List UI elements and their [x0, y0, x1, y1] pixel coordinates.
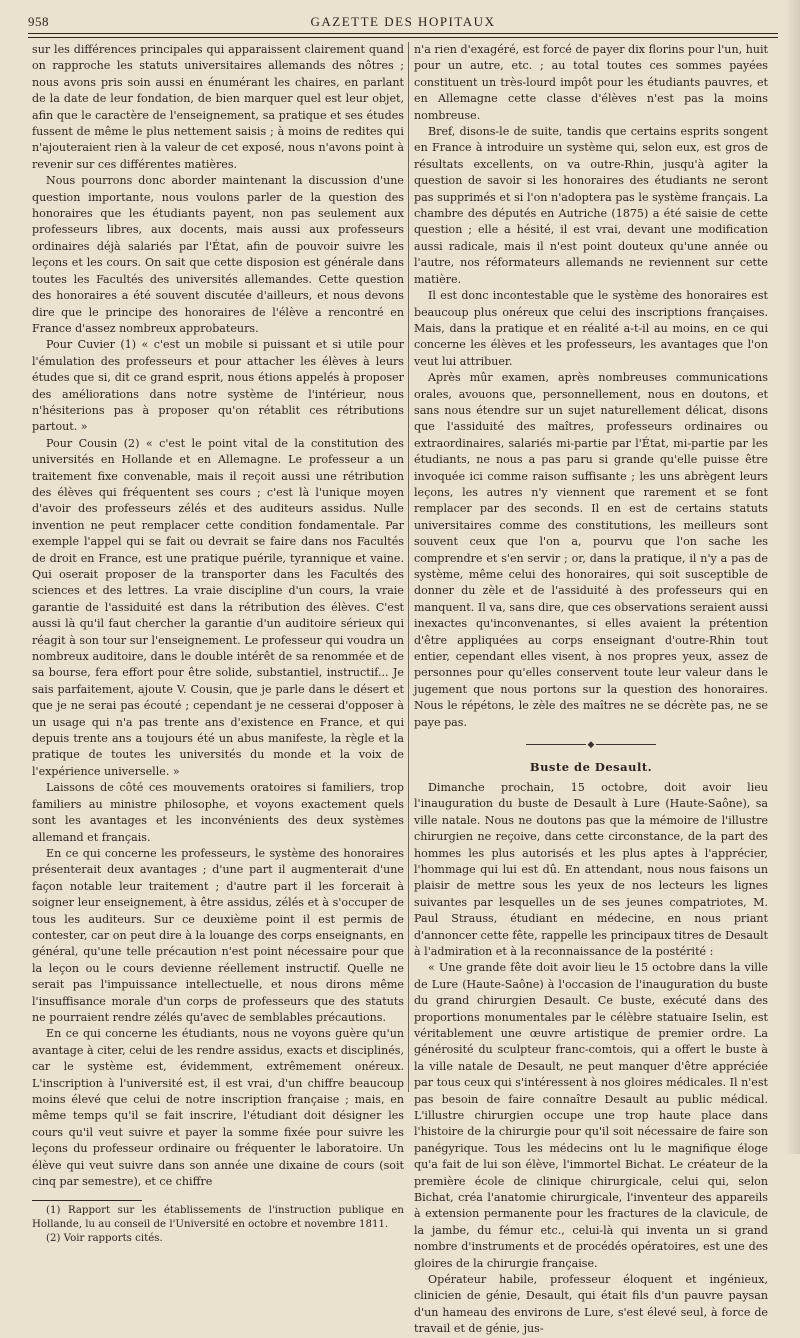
- header-rule: [28, 33, 778, 38]
- paragraph: Pour Cuvier (1) « c'est un mobile si puissant et si utile pour l'émulation des professeurs et pour attacher les élèves à leurs études que si, dit ce grand esprit, nous étions appelés à proposer des améliorations dans notre système de l'intérieur, nous n'hésiterions pas à proposer qu'on rétablit ces rétributions partout. »: [32, 338, 404, 434]
- footnote: (1) Rapport sur les établissements de l'instruction publique en Hollande, lu au conseil de l'Université en octobre et novembre 1811.: [32, 1205, 404, 1231]
- column-divider: [408, 42, 409, 1092]
- paragraph: Laissons de côté ces mouvements oratoires si familiers, trop familiers au ministre philosophe, et voyons exactement quels sont les avantages et les inconvénients des deux systèmes allemand et français.: [32, 781, 404, 844]
- journal-title: GAZETTE DES HOPITAUX: [310, 14, 496, 29]
- paragraph: Il est donc incontestable que le système des honoraires est beaucoup plus onéreux que celui des inscriptions françaises. Mais, dans la pratique et en réalité a-t-il au moins, en ce qui concerne les élèves et les professeurs, les avantages que l'on veut lui attribuer.: [414, 289, 768, 368]
- section-title: Buste de Desault.: [529, 760, 653, 775]
- paragraph: En ce qui concerne les étudiants, nous ne voyons guère qu'un avantage à citer, celui de les rendre assidus, exacts et disciplinés, car le système est, évidemment, extrêmement onéreux. L'inscription à l'université est, il est vrai, d'un chiffre beaucoup moins élevé que celui de notre inscription française ; mais, en même temps qu'il se fait inscrire, l'étudiant doit désigner les cours qu'il veut suivre et payer la somme fixée pour suivre les leçons du professeur ordinaire ou fréquenter le laboratoire. Un élève qui veut suivre dans son année une dixaine de cours (soit cinq par semestre), et ce chiffre: [32, 1027, 404, 1189]
- page-header: [28, 10, 778, 34]
- paragraph: Après mûr examen, après nombreuses communications orales, avouons que, personnellement, nous en doutons, et sans nous étendre sur un sujet naturellement délicat, disons que l'assiduité des maîtres, professeurs ordinaires ou extraordinaires, salariés mi-partie par l'État, mi-partie par les étudiants, ne nous a pas paru si grande qu'elle puisse être invoquée ici comme raison suffisante ; les uns abrègent leurs leçons, les autres n'y viennent que rarement et se font remplacer par des seconds. Il en est de certains statuts universitaires comme des constitutions, les meilleurs sont souvent ceux que l'on a, pourvu que l'on sache les comprendre et s'en servir ; or, dans la pratique, il n'y a pas de système, même celui des honoraires, qui soit susceptible de donner du zèle et de l'assiduité à des professeurs qui en manquent. Il va, sans dire, que ces observations seraient aussi inexactes qu'inconvenantes, si elles avaient la prétention d'être appliquées au corps enseignant d'outre-Rhin tout entier, cependant elles visent, à nos propres yeux, assez de personnes pour qu'elles conservent toute leur valeur dans le jugement que nous portons sur la question des honoraires. Nous le répétons, le zèle des maîtres ne se décrète pas, ne se paye pas.: [414, 371, 768, 729]
- right-column: [414, 42, 768, 1338]
- page-fold-shadow: [786, 0, 800, 1154]
- paragraph: Bref, disons-le de suite, tandis que certains esprits songent en France à introduire un système qui, selon eux, est gros de résultats excellents, on va outre-Rhin, jusqu'à agiter la question de savoir si les honoraires des étudiants ne seront pas supprimés et si l'on n'adoptera pas le système français. La chambre des députés en Autriche (1875) a été saisie de cette question ; elle a hésité, il est vrai, devant une modification aussi radicale, mais il n'est point douteux qu'une année ou l'autre, nos réformateurs allemands ne reviennent sur cette matière.: [414, 125, 768, 286]
- paragraph: sur les différences principales qui apparaissent clairement quand on rapproche les statuts universitaires allemands des nôtres ; nous avons pris soin aussi en énumérant les chaires, en parlant de la date de leur fondation, de bien marquer quel est leur objet, afin que le caractère de l'enseignement, sa pratique et ses études fussent de même le plus nettement saisis ; à moins de redites qui n'ajouteraient rien à la valeur de cet exposé, nous n'avons point à revenir sur ces différentes matières.: [32, 43, 404, 171]
- footnotes: [32, 1200, 404, 1245]
- paragraph: n'a rien d'exagéré, est forcé de payer dix florins pour l'un, huit pour un autre, etc. ; au total toutes ces sommes payées constituent un très-lourd impôt pour les étudiants pauvres, et en Allemagne cette classe d'élèves n'est pas la moins nombreuse.: [414, 43, 768, 122]
- paragraph: Nous pourrons donc aborder maintenant la discussion d'une question importante, nous voulons parler de la question des honoraires que les étudiants payent, non pas seulement aux professeurs libres, aux docents, mais aussi aux professeurs ordinaires déjà salariés par l'État, afin de pouvoir suivre les leçons et les cours. On sait que cette disposion est générale dans toutes les Facultés des universités allemandes. Cette question des honoraires a été souvent discutée d'ailleurs, et nous devons dire que le principe des honoraires de l'élève a rencontré en France d'assez nombreux approbateurs.: [32, 174, 404, 335]
- paragraph: Dimanche prochain, 15 octobre, doit avoir lieu l'inauguration du buste de Desault à Lure (Haute-Saône), sa ville natale. Nous ne doutons pas que la mémoire de l'illustre chirurgien ne reçoive, dans cette circonstance, de la part des hommes les plus autorisés et les plus aptes à l'apprécier, l'hommage qui lui est dû. En attendant, nous nous faisons un plaisir de mettre sous les yeux de nos lecteurs les lignes suivantes par lesquelles un de ses jeunes compatriotes, M. Paul Strauss, étudiant en médecine, en nous priant d'annoncer cette fête, rappelle les principaux titres de Desault à l'admiration et à la reconnaissance de la postérité :: [414, 780, 768, 958]
- page-number: 958: [28, 14, 49, 29]
- section-ornament: ◆: [414, 737, 768, 753]
- paragraph: En ce qui concerne les professeurs, le système des honoraires présenterait deux avantages ; d'une part il augmenterait d'une façon notable leur traitement ; d'autre part il les forcerait à soigner leur enseignement, à être assidus, zélés et à s'occuper de tous les auditeurs. Sur ce deuxième point il est permis de contester, car on peut dire à la louange des corps enseignants, en général, qu'une telle précaution n'est point nécessaire pour que la leçon ou le cours devienne réellement instructif. Quelle ne serait pas l'impuissance intellectuelle, et nous dirons même l'insuffisance morale d'un corps de professeurs que des statuts ne pourraient rendre zélés qu'avec de semblables précautions.: [32, 846, 404, 1024]
- quoted-paragraph: « Une grande fête doit avoir lieu le 15 octobre dans la ville de Lure (Haute-Saône) à l'occasion de l'inauguration du buste du grand chirurgien Desault. Ce buste, exécuté dans des proportions monumentales par le célèbre statuaire Iselin, est véritablement une œuvre artistique de premier ordre. La générosité du sculpteur franc-comtois, qui a offert le buste à la ville natale de Desault, ne peut manquer d'être appréciée par tous ceux qui s'intéressent à nos gloires médicales. Il n'est pas besoin de faire connaître Desault au public médical. L'illustre chirurgien occupe une trop haute place dans l'histoire de la chirurgie pour qu'il soit nécessaire de faire son panégyrique. Tous les médecins ont lu le magnifique éloge qu'a fait de lui son élève, l'immortel Bichat. Le créateur de la première école de clinique chirurgicale, celui qui, selon Bichat, créa l'anatomie chirurgicale, l'inventeur des appareils à extension permanente pour les fractures de la clavicule, de la jambe, du fémur etc., celui-là qui inventa un si grand nombre d'instruments et de procédés opératoires, est une des gloires de la chirurgie française.: [414, 961, 768, 1270]
- left-column: [32, 42, 404, 1245]
- paragraph: Opérateur habile, professeur éloquent et ingénieux, clinicien de génie, Desault, qui était fils d'un pauvre paysan d'un hameau des environs de Lure, s'est élevé seul, à force de travail et de génie, jus-: [414, 1273, 768, 1336]
- paragraph: Pour Cousin (2) « c'est le point vital de la constitution des universités en Hollande et en Allemagne. Le professeur a un traitement fixe convenable, mais il reçoit aussi une rétribution des élèves qui fréquentent ses cours ; c'est là l'unique moyen d'avoir des professeurs zélés et des auditeurs assidus. Nulle invention ne peut remplacer cette condition fondamentale. Par exemple l'appel qui se fait ou devrait se faire dans nos Facultés de droit en France, est une pratique puérile, tyrannique et vaine. Qui oserait proposer de la transporter dans les Facultés des sciences et des lettres. La vraie discipline d'un cours, la vraie garantie de l'assiduité est dans la rétribution des élèves. C'est aussi là qu'il faut chercher la garantie d'un auditoire sérieux qui réagit à son tour sur l'enseignement. Le professeur qui voudra un nombreux auditoire, dans le double intérêt de sa renommée et de sa bourse, fera effort pour être solide, substantiel, instructif... Je sais parfaitement, ajoute V. Cousin, que je parle dans le désert et que je ne serai pas écouté ; cependant je ne cesserai d'opposer à un usage qui n'a pas trente ans d'existence en France, et qui depuis trente ans a toujours été un abus manifeste, la règle et la pratique de toutes les universités du monde et la voix de l'expérience universelle. »: [32, 436, 404, 778]
- footnote: (2) Voir rapports cités.: [46, 1232, 163, 1244]
